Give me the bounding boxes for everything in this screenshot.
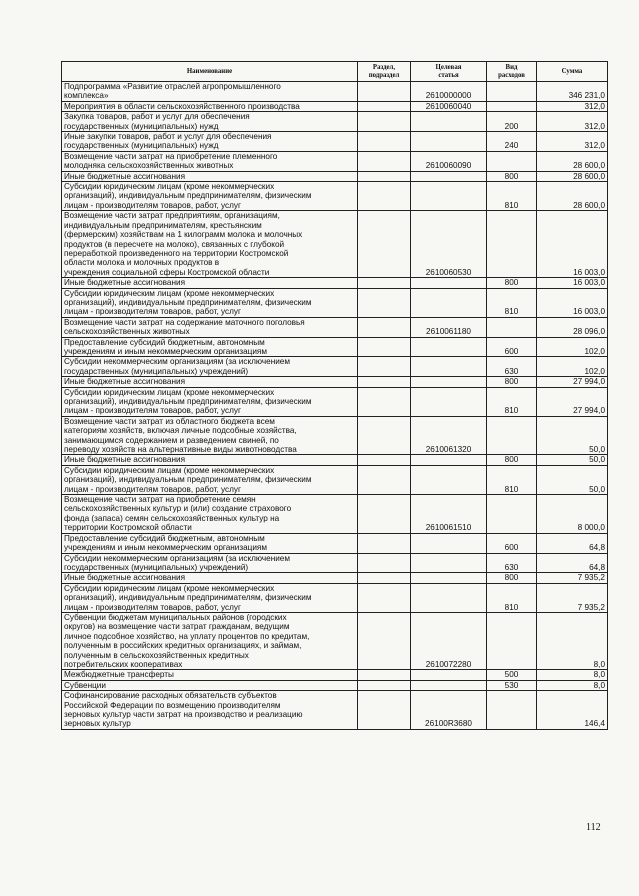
table-row	[62, 317, 608, 337]
header-kind: Вид расходов	[487, 62, 537, 82]
table-row	[62, 211, 608, 278]
table-row	[62, 171, 608, 181]
cell-target	[411, 337, 487, 357]
cell-target	[411, 553, 487, 573]
cell-sum: 16 003,0	[537, 288, 608, 317]
budget-table	[61, 61, 608, 730]
cell-name: Субсидии юридическим лицам (кроме некоммерческих организаций), индивидуальным предпринимателям, физическим лицам - производителям товаров, работ, услуг	[62, 583, 358, 612]
cell-sum: 312,0	[537, 112, 608, 132]
cell-name: Софинансирование расходных обязательств субъектов Российской Федерации по возмещению производителям зерновых культур части затрат на производство и реализацию зерновых культур	[62, 691, 358, 730]
cell-kind	[487, 101, 537, 111]
cell-section	[358, 455, 411, 465]
table-row	[62, 612, 608, 669]
cell-kind	[487, 151, 537, 171]
table-row	[62, 680, 608, 690]
cell-target	[411, 387, 487, 416]
cell-section	[358, 211, 411, 278]
cell-target	[411, 465, 487, 494]
cell-kind: 800	[487, 377, 537, 387]
cell-sum: 346 231,0	[537, 82, 608, 102]
cell-kind: 530	[487, 680, 537, 690]
table-row	[62, 583, 608, 612]
cell-section	[358, 465, 411, 494]
table-row	[62, 112, 608, 132]
cell-section	[358, 357, 411, 377]
cell-name: Иные бюджетные ассигнования	[62, 377, 358, 387]
cell-name: Возмещение части затрат из областного бюджета всем категориям хозяйств, включая личные подсобные хозяйства, занимающимся содержанием и разведением свиней, по переводу хозяйств на альтернативные виды животноводства	[62, 416, 358, 455]
cell-kind	[487, 82, 537, 102]
table-row	[62, 553, 608, 573]
cell-target	[411, 171, 487, 181]
table-row	[62, 182, 608, 211]
cell-sum: 7 935,2	[537, 583, 608, 612]
cell-sum: 50,0	[537, 465, 608, 494]
cell-target	[411, 670, 487, 680]
cell-kind: 630	[487, 553, 537, 573]
cell-sum: 8,0	[537, 680, 608, 690]
cell-sum: 28 600,0	[537, 151, 608, 171]
header-section: Раздел, подраздел	[358, 62, 411, 82]
cell-kind: 810	[487, 387, 537, 416]
cell-sum: 28 096,0	[537, 317, 608, 337]
cell-sum: 27 994,0	[537, 377, 608, 387]
cell-name: Возмещение части затрат на приобретение племенного молодняка сельскохозяйственных животных	[62, 151, 358, 171]
cell-kind: 600	[487, 533, 537, 553]
table-header-row	[62, 62, 608, 82]
cell-kind: 800	[487, 171, 537, 181]
cell-target: 2610000000	[411, 82, 487, 102]
cell-section	[358, 278, 411, 288]
cell-target: 2610060530	[411, 211, 487, 278]
table-row	[62, 416, 608, 455]
cell-section	[358, 132, 411, 152]
cell-kind: 800	[487, 278, 537, 288]
cell-name: Закупка товаров, работ и услуг для обеспечения государственных (муниципальных) нужд	[62, 112, 358, 132]
cell-section	[358, 573, 411, 583]
cell-target	[411, 288, 487, 317]
cell-sum: 312,0	[537, 132, 608, 152]
cell-kind: 810	[487, 288, 537, 317]
cell-target	[411, 455, 487, 465]
cell-target	[411, 112, 487, 132]
cell-target: 2610060040	[411, 101, 487, 111]
cell-name: Субсидии юридическим лицам (кроме некоммерческих организаций), индивидуальным предпринимателям, физическим лицам - производителям товаров, работ, услуг	[62, 465, 358, 494]
cell-name: Субсидии юридическим лицам (кроме некоммерческих организаций), индивидуальным предпринимателям, физическим лицам - производителям товаров, работ, услуг	[62, 387, 358, 416]
cell-name: Иные бюджетные ассигнования	[62, 171, 358, 181]
cell-kind	[487, 211, 537, 278]
cell-section	[358, 495, 411, 534]
cell-target	[411, 278, 487, 288]
table-row	[62, 288, 608, 317]
cell-kind: 630	[487, 357, 537, 377]
cell-section	[358, 377, 411, 387]
cell-kind	[487, 691, 537, 730]
cell-kind: 500	[487, 670, 537, 680]
table-row	[62, 132, 608, 152]
header-sum: Сумма	[537, 62, 608, 82]
cell-target: 2610061320	[411, 416, 487, 455]
cell-sum: 64,8	[537, 533, 608, 553]
table-row	[62, 533, 608, 553]
cell-section	[358, 416, 411, 455]
cell-kind: 800	[487, 573, 537, 583]
cell-kind: 240	[487, 132, 537, 152]
table-row	[62, 357, 608, 377]
cell-sum: 102,0	[537, 337, 608, 357]
cell-name: Субвенции	[62, 680, 358, 690]
cell-target: 2610061510	[411, 495, 487, 534]
cell-sum: 8,0	[537, 670, 608, 680]
cell-section	[358, 337, 411, 357]
cell-kind	[487, 495, 537, 534]
cell-target	[411, 182, 487, 211]
table-row	[62, 455, 608, 465]
cell-sum: 16 003,0	[537, 278, 608, 288]
cell-sum: 28 600,0	[537, 182, 608, 211]
cell-section	[358, 680, 411, 690]
cell-kind: 810	[487, 583, 537, 612]
cell-name: Субсидии некоммерческим организациям (за исключением государственных (муниципальных) учреждений)	[62, 357, 358, 377]
cell-name: Субсидии юридическим лицам (кроме некоммерческих организаций), индивидуальным предпринимателям, физическим лицам - производителям товаров, работ, услуг	[62, 182, 358, 211]
cell-section	[358, 171, 411, 181]
table-row	[62, 691, 608, 730]
cell-section	[358, 670, 411, 680]
table-row	[62, 387, 608, 416]
cell-sum: 312,0	[537, 101, 608, 111]
cell-section	[358, 612, 411, 669]
cell-name: Предоставление субсидий бюджетным, автономным учреждениям и иным некоммерческим организациям	[62, 337, 358, 357]
cell-section	[358, 82, 411, 102]
table-row	[62, 82, 608, 102]
cell-name: Предоставление субсидий бюджетным, автономным учреждениям и иным некоммерческим организациям	[62, 533, 358, 553]
cell-target: 2610061180	[411, 317, 487, 337]
cell-sum: 8,0	[537, 612, 608, 669]
cell-kind: 200	[487, 112, 537, 132]
cell-name: Иные бюджетные ассигнования	[62, 455, 358, 465]
cell-sum: 8 000,0	[537, 495, 608, 534]
table-row	[62, 670, 608, 680]
cell-section	[358, 288, 411, 317]
cell-name: Возмещение части затрат предприятиям, организациям, индивидуальным предпринимателям, крестьянским (фермерским) хозяйствам на 1 килограмм молока и молочных продуктов (в пересчете на молоко), связанных с глубокой переработкой произведенного на территории Костромской области молока и молочных продуктов в учреждения социальной сферы Костромской области	[62, 211, 358, 278]
cell-section	[358, 583, 411, 612]
cell-sum: 50,0	[537, 455, 608, 465]
cell-kind: 810	[487, 465, 537, 494]
cell-sum: 146,4	[537, 691, 608, 730]
table-row	[62, 278, 608, 288]
cell-target	[411, 357, 487, 377]
cell-name: Межбюджетные трансферты	[62, 670, 358, 680]
cell-name: Возмещение части затрат на содержание маточного поголовья сельскохозяйственных животных	[62, 317, 358, 337]
table-row	[62, 101, 608, 111]
cell-name: Субсидии юридическим лицам (кроме некоммерческих организаций), индивидуальным предпринимателям, физическим лицам - производителям товаров, работ, услуг	[62, 288, 358, 317]
cell-name: Возмещение части затрат на приобретение семян сельскохозяйственных культур и (или) создание страхового фонда (запаса) семян сельскохозяйственных культур на территории Костромской области	[62, 495, 358, 534]
table-row	[62, 573, 608, 583]
cell-kind: 810	[487, 182, 537, 211]
cell-target	[411, 583, 487, 612]
cell-section	[358, 317, 411, 337]
cell-name: Мероприятия в области сельскохозяйственного производства	[62, 101, 358, 111]
cell-target	[411, 132, 487, 152]
cell-section	[358, 182, 411, 211]
cell-name: Иные закупки товаров, работ и услуг для обеспечения государственных (муниципальных) нужд	[62, 132, 358, 152]
cell-name: Субвенции бюджетам муниципальных районов (городских округов) на возмещение части затрат гражданам, ведущим личное подсобное хозяйство, на уплату процентов по кредитам, полученным в российских кредитных организациях, и займам, полученным в сельскохозяйственных кредитных потребительских кооперативах	[62, 612, 358, 669]
cell-name: Подпрограмма «Развитие отраслей агропромышленного комплекса»	[62, 82, 358, 102]
cell-section	[358, 553, 411, 573]
table-row	[62, 465, 608, 494]
cell-section	[358, 101, 411, 111]
cell-sum: 50,0	[537, 416, 608, 455]
cell-section	[358, 387, 411, 416]
cell-target	[411, 533, 487, 553]
cell-kind	[487, 317, 537, 337]
cell-target: 2610072280	[411, 612, 487, 669]
cell-kind	[487, 612, 537, 669]
table-row	[62, 337, 608, 357]
cell-sum: 7 935,2	[537, 573, 608, 583]
cell-name: Иные бюджетные ассигнования	[62, 573, 358, 583]
cell-name: Субсидии некоммерческим организациям (за исключением государственных (муниципальных) учреждений)	[62, 553, 358, 573]
header-name: Наименование	[62, 62, 358, 82]
page-number: 112	[586, 822, 601, 833]
cell-target: 26100R3680	[411, 691, 487, 730]
cell-sum: 28 600,0	[537, 171, 608, 181]
cell-sum: 102,0	[537, 357, 608, 377]
cell-target	[411, 377, 487, 387]
cell-kind: 800	[487, 455, 537, 465]
table-row	[62, 377, 608, 387]
cell-section	[358, 533, 411, 553]
cell-target: 2610060090	[411, 151, 487, 171]
cell-section	[358, 151, 411, 171]
cell-sum: 27 994,0	[537, 387, 608, 416]
table-row	[62, 151, 608, 171]
cell-section	[358, 691, 411, 730]
cell-sum: 16 003,0	[537, 211, 608, 278]
table-row	[62, 495, 608, 534]
cell-target	[411, 573, 487, 583]
cell-kind	[487, 416, 537, 455]
header-target: Целевая статья	[411, 62, 487, 82]
cell-sum: 64,8	[537, 553, 608, 573]
cell-name: Иные бюджетные ассигнования	[62, 278, 358, 288]
cell-target	[411, 680, 487, 690]
cell-kind: 600	[487, 337, 537, 357]
cell-section	[358, 112, 411, 132]
